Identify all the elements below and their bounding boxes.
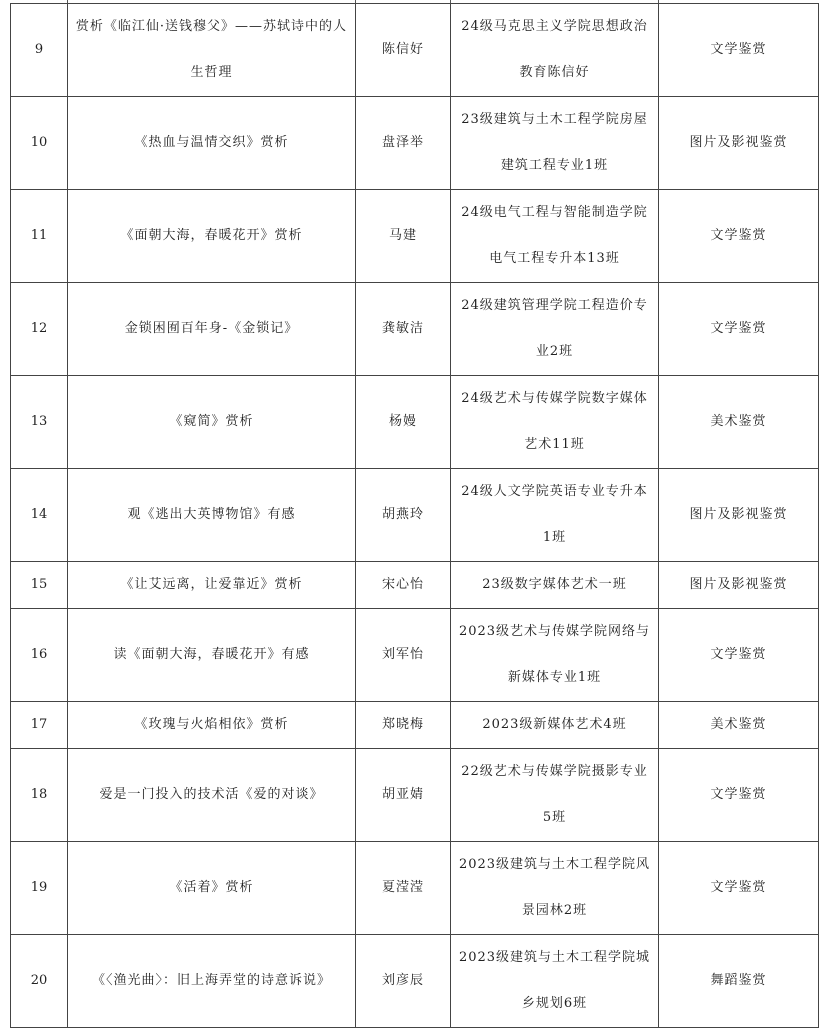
entry-title: 金锁困囿百年身-《金锁记》 xyxy=(124,321,299,336)
entry-author: 龚敏洁 xyxy=(381,321,424,336)
author-cell xyxy=(356,935,451,1028)
document-page xyxy=(10,0,818,1028)
row-number-cell xyxy=(11,469,68,562)
category-cell xyxy=(659,97,819,190)
entry-category: 图片及影视鉴赏 xyxy=(689,577,788,592)
table-body xyxy=(11,4,819,1028)
title-cell xyxy=(68,97,356,190)
entry-author: 刘军怡 xyxy=(381,647,424,662)
row-number: 15 xyxy=(30,577,48,592)
entry-title: 《热血与温情交织》赏析 xyxy=(134,135,289,150)
author-cell xyxy=(356,4,451,97)
entry-title: 《〈渔光曲〉：旧上海弄堂的诗意诉说》 xyxy=(91,973,331,988)
category-cell xyxy=(659,935,819,1028)
entry-title: 观《逃出大英博物馆》有感 xyxy=(127,507,296,522)
table-row xyxy=(11,749,819,842)
table-row xyxy=(11,469,819,562)
entry-class: 24级电气工程与智能制造学院电气工程专升本13班 xyxy=(461,205,648,266)
entry-category: 文学鉴赏 xyxy=(710,880,767,895)
row-number: 17 xyxy=(30,717,48,732)
row-number: 11 xyxy=(30,228,48,243)
class-cell xyxy=(451,97,659,190)
title-cell xyxy=(68,469,356,562)
class-cell xyxy=(451,283,659,376)
entry-class: 24级马克思主义学院思想政治教育陈信好 xyxy=(461,19,648,80)
entry-class: 24级建筑管理学院工程造价专业2班 xyxy=(461,298,648,359)
entry-title: 《活着》赏析 xyxy=(169,880,254,895)
class-cell xyxy=(451,609,659,702)
category-cell xyxy=(659,702,819,749)
entry-author: 杨嫚 xyxy=(388,414,417,429)
row-number-cell xyxy=(11,842,68,935)
category-cell xyxy=(659,190,819,283)
entry-category: 图片及影视鉴赏 xyxy=(689,135,788,150)
category-cell xyxy=(659,376,819,469)
entry-title: 赏析《临江仙·送钱穆父》——苏轼诗中的人生哲理 xyxy=(75,19,348,80)
title-cell xyxy=(68,702,356,749)
author-cell xyxy=(356,190,451,283)
author-cell xyxy=(356,749,451,842)
category-cell xyxy=(659,4,819,97)
category-cell xyxy=(659,609,819,702)
entry-category: 文学鉴赏 xyxy=(710,42,767,57)
class-cell xyxy=(451,190,659,283)
table-row xyxy=(11,609,819,702)
row-number: 12 xyxy=(30,321,48,336)
entry-author: 夏滢滢 xyxy=(381,880,424,895)
title-cell xyxy=(68,609,356,702)
entry-author: 胡燕玲 xyxy=(381,507,424,522)
table-row xyxy=(11,842,819,935)
entry-category: 文学鉴赏 xyxy=(710,647,767,662)
category-cell xyxy=(659,562,819,609)
table-row xyxy=(11,190,819,283)
row-number-cell xyxy=(11,97,68,190)
entry-class: 23级数字媒体艺术一班 xyxy=(482,577,627,592)
entry-category: 文学鉴赏 xyxy=(710,321,767,336)
entry-author: 刘彦辰 xyxy=(381,973,424,988)
class-cell xyxy=(451,562,659,609)
class-cell xyxy=(451,702,659,749)
class-cell xyxy=(451,469,659,562)
entry-category: 舞蹈鉴赏 xyxy=(710,973,767,988)
entry-title: 读《面朝大海，春暖花开》有感 xyxy=(113,647,310,662)
entry-class: 2023级建筑与土木工程学院风景园林2班 xyxy=(458,857,651,918)
row-number-cell xyxy=(11,4,68,97)
row-number: 19 xyxy=(30,880,48,895)
table-row xyxy=(11,97,819,190)
entry-title: 《玫瑰与火焰相依》赏析 xyxy=(134,717,289,732)
entry-title: 爱是一门投入的技术活《爱的对谈》 xyxy=(99,787,324,802)
table-row xyxy=(11,283,819,376)
author-cell xyxy=(356,283,451,376)
row-number-cell xyxy=(11,749,68,842)
entry-class: 2023级艺术与传媒学院网络与新媒体专业1班 xyxy=(458,624,651,685)
row-number-cell xyxy=(11,190,68,283)
row-number: 9 xyxy=(34,42,44,57)
row-number-cell xyxy=(11,702,68,749)
entry-class: 22级艺术与传媒学院摄影专业5班 xyxy=(461,764,648,825)
row-number: 16 xyxy=(30,647,48,662)
entry-class: 2023级新媒体艺术4班 xyxy=(482,717,627,732)
row-number-cell xyxy=(11,283,68,376)
author-cell xyxy=(356,609,451,702)
class-cell xyxy=(451,376,659,469)
row-number: 14 xyxy=(30,507,48,522)
class-cell xyxy=(451,4,659,97)
entry-title: 《窥简》赏析 xyxy=(169,414,254,429)
entry-category: 美术鉴赏 xyxy=(710,414,767,429)
class-cell xyxy=(451,935,659,1028)
row-number: 13 xyxy=(30,414,48,429)
title-cell xyxy=(68,749,356,842)
author-cell xyxy=(356,702,451,749)
entry-category: 文学鉴赏 xyxy=(710,228,767,243)
table-row xyxy=(11,702,819,749)
title-cell xyxy=(68,842,356,935)
row-number: 20 xyxy=(30,973,48,988)
title-cell xyxy=(68,283,356,376)
title-cell xyxy=(68,935,356,1028)
class-cell xyxy=(451,749,659,842)
entry-category: 图片及影视鉴赏 xyxy=(689,507,788,522)
entry-author: 马建 xyxy=(388,228,417,243)
entry-title: 《面朝大海，春暖花开》赏析 xyxy=(120,228,303,243)
title-cell xyxy=(68,562,356,609)
row-number-cell xyxy=(11,609,68,702)
title-cell xyxy=(68,376,356,469)
row-number-cell xyxy=(11,562,68,609)
table-row xyxy=(11,935,819,1028)
table-row xyxy=(11,376,819,469)
table-row xyxy=(11,4,819,97)
title-cell xyxy=(68,4,356,97)
row-number: 18 xyxy=(30,787,48,802)
entry-category: 文学鉴赏 xyxy=(710,787,767,802)
category-cell xyxy=(659,842,819,935)
entry-class: 23级建筑与土木工程学院房屋建筑工程专业1班 xyxy=(461,112,648,173)
table-row xyxy=(11,562,819,609)
title-cell xyxy=(68,190,356,283)
entry-author: 胡亚婧 xyxy=(381,787,424,802)
category-cell xyxy=(659,283,819,376)
row-number: 10 xyxy=(30,135,48,150)
entry-class: 2023级建筑与土木工程学院城乡规划6班 xyxy=(458,950,651,1011)
entry-author: 宋心怡 xyxy=(381,577,424,592)
entry-author: 盘泽举 xyxy=(381,135,424,150)
entry-class: 24级人文学院英语专业专升本1班 xyxy=(461,484,648,545)
entry-author: 陈信好 xyxy=(381,42,424,57)
category-cell xyxy=(659,469,819,562)
row-number-cell xyxy=(11,935,68,1028)
author-cell xyxy=(356,97,451,190)
entry-category: 美术鉴赏 xyxy=(710,717,767,732)
entry-author: 郑晓梅 xyxy=(381,717,424,732)
author-cell xyxy=(356,562,451,609)
author-cell xyxy=(356,842,451,935)
class-cell xyxy=(451,842,659,935)
category-cell xyxy=(659,749,819,842)
author-cell xyxy=(356,376,451,469)
entry-class: 24级艺术与传媒学院数字媒体艺术11班 xyxy=(461,391,648,452)
entry-title: 《让艾远离，让爱靠近》赏析 xyxy=(120,577,303,592)
author-cell xyxy=(356,469,451,562)
entries-table xyxy=(10,3,819,1028)
row-number-cell xyxy=(11,376,68,469)
